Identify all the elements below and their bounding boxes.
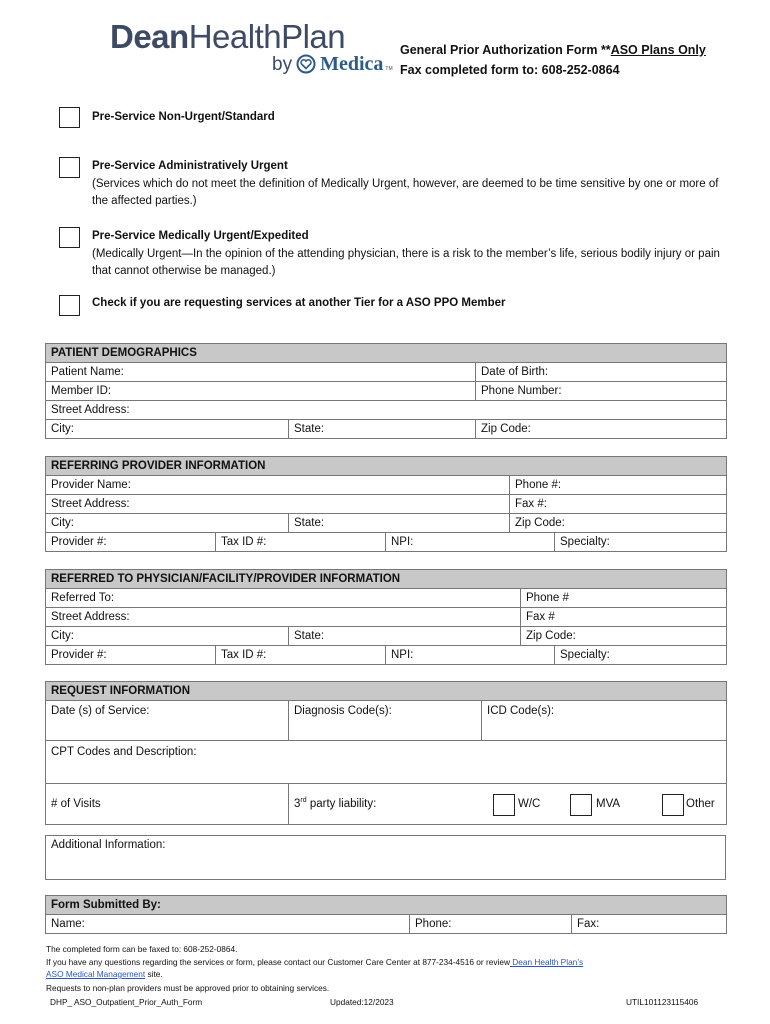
- referred-city-field[interactable]: City:: [46, 627, 289, 646]
- medical-urgent-label: Pre-Service Medically Urgent/Expedited: [92, 230, 309, 242]
- medica-heart-icon: [296, 54, 316, 74]
- patient-demographics-table: [45, 343, 727, 439]
- standard-checkbox[interactable]: [59, 107, 80, 128]
- form-title: [400, 43, 706, 57]
- admin-urgent-checkbox[interactable]: [59, 157, 80, 178]
- other-checkbox[interactable]: [662, 794, 684, 816]
- diagnosis-codes-field[interactable]: Diagnosis Code(s):: [289, 701, 482, 741]
- dates-of-service-field[interactable]: Date (s) of Service:: [46, 701, 289, 741]
- patient-zip-field[interactable]: Zip Code:: [476, 420, 727, 439]
- footer-code: UTIL101123115406: [626, 997, 699, 1007]
- referred-heading: REFERRED TO PHYSICIAN/FACILITY/PROVIDER INFORMATION: [46, 570, 727, 589]
- medical-urgent-checkbox[interactable]: [59, 227, 80, 248]
- admin-urgent-desc: (Services which do not meet the definition of Medically Urgent, however, are deemed to be time sensitive by one or more of the affected parties.): [92, 178, 719, 207]
- referred-state-field[interactable]: State:: [289, 627, 521, 646]
- dean-health-plan-link[interactable]: Dean Health Plan’s: [509, 957, 584, 967]
- tier-label: Check if you are requesting services at another Tier for a ASO PPO Member: [92, 297, 506, 309]
- footer-non-plan-note: Requests to non-plan providers must be approved prior to obtaining services.: [46, 983, 330, 993]
- referring-heading: REFERRING PROVIDER INFORMATION: [46, 457, 727, 476]
- referred-npi-field[interactable]: NPI:: [386, 646, 555, 665]
- other-label: Other: [686, 798, 715, 810]
- liability-label: 3rd party liability:: [294, 797, 377, 811]
- referring-provider-name-field[interactable]: Provider Name:: [46, 476, 510, 495]
- referring-state-field[interactable]: State:: [289, 514, 510, 533]
- logo-dean: Dean: [110, 18, 189, 55]
- submitted-by-table: [45, 895, 727, 934]
- referred-phone-field[interactable]: Phone #: [521, 589, 727, 608]
- patient-street-field[interactable]: Street Address:: [46, 401, 727, 420]
- submitted-name-field[interactable]: Name:: [46, 915, 410, 934]
- referring-street-field[interactable]: Street Address:: [46, 495, 510, 514]
- visits-field[interactable]: # of Visits: [46, 784, 289, 825]
- request-heading: REQUEST INFORMATION: [46, 682, 727, 701]
- member-id-field[interactable]: Member ID:: [46, 382, 476, 401]
- footer-aso-line: ASO Medical Management site.: [46, 969, 163, 979]
- admin-urgent-label: Pre-Service Administratively Urgent: [92, 160, 288, 172]
- referring-specialty-field[interactable]: Specialty:: [555, 533, 727, 552]
- referred-zip-field[interactable]: Zip Code:: [521, 627, 727, 646]
- referring-city-field[interactable]: City:: [46, 514, 289, 533]
- referring-tax-id-field[interactable]: Tax ID #:: [216, 533, 386, 552]
- footer-form-id: DHP_ ASO_Outpatient_Prior_Auth_Form: [50, 997, 203, 1007]
- referring-phone-field[interactable]: Phone #:: [510, 476, 727, 495]
- dean-health-plan-logo: [110, 20, 345, 53]
- footer-contact-note: If you have any questions regarding the services or form, please contact our Customer Care Center at 877-234-4516 or review Dean Health Plan’s: [46, 957, 584, 967]
- request-information-table: [45, 681, 727, 825]
- submitted-phone-field[interactable]: Phone:: [410, 915, 572, 934]
- icd-codes-field[interactable]: ICD Code(s):: [482, 701, 727, 741]
- referred-fax-field[interactable]: Fax #: [521, 608, 727, 627]
- referred-specialty-field[interactable]: Specialty:: [555, 646, 727, 665]
- referred-street-field[interactable]: Street Address:: [46, 608, 521, 627]
- referring-zip-field[interactable]: Zip Code:: [510, 514, 727, 533]
- patient-heading: PATIENT DEMOGRAPHICS: [46, 344, 727, 363]
- patient-city-field[interactable]: City:: [46, 420, 289, 439]
- aso-medical-management-link[interactable]: ASO Medical Management: [46, 969, 146, 979]
- referring-provider-table: [45, 456, 727, 552]
- logo-by: by: [272, 53, 293, 75]
- referred-to-table: [45, 569, 727, 665]
- patient-name-field[interactable]: Patient Name:: [46, 363, 476, 382]
- tier-checkbox[interactable]: [59, 295, 80, 316]
- form-title-prefix: General Prior Authorization Form **: [400, 43, 611, 57]
- form-title-aso: ASO Plans Only: [610, 43, 706, 57]
- referring-provider-num-field[interactable]: Provider #:: [46, 533, 216, 552]
- additional-information-table: [45, 835, 726, 880]
- wc-label: W/C: [518, 798, 541, 810]
- logo-tm: TM: [385, 65, 393, 72]
- footer-fax-note: The completed form can be faxed to: 608-252-0864.: [46, 944, 238, 954]
- mva-label: MVA: [596, 798, 621, 810]
- patient-state-field[interactable]: State:: [289, 420, 476, 439]
- referred-tax-id-field[interactable]: Tax ID #:: [216, 646, 386, 665]
- additional-information-field[interactable]: Additional Information:: [46, 836, 726, 880]
- referring-fax-field[interactable]: Fax #:: [510, 495, 727, 514]
- logo-health-plan: HealthPlan: [188, 18, 346, 55]
- patient-phone-field[interactable]: Phone Number:: [476, 382, 727, 401]
- medica-logo: [272, 54, 393, 74]
- cpt-codes-field[interactable]: CPT Codes and Description:: [46, 741, 727, 784]
- referred-to-field[interactable]: Referred To:: [46, 589, 521, 608]
- standard-label: Pre-Service Non-Urgent/Standard: [92, 111, 275, 123]
- dob-field[interactable]: Date of Birth:: [476, 363, 727, 382]
- mva-checkbox[interactable]: [570, 794, 592, 816]
- referring-npi-field[interactable]: NPI:: [386, 533, 555, 552]
- logo-medica: Medica: [320, 53, 384, 75]
- medical-urgent-desc: (Medically Urgent—In the opinion of the attending physician, there is a risk to the member’s life, serious bodily injury or pain that cannot otherwise be managed.): [92, 248, 720, 277]
- liability-cell: [289, 784, 727, 825]
- fax-line: Fax completed form to: 608-252-0864: [400, 63, 620, 77]
- wc-checkbox[interactable]: [493, 794, 515, 816]
- footer-updated: Updated:12/2023: [330, 997, 394, 1007]
- submitted-heading: Form Submitted By:: [46, 896, 727, 915]
- referred-provider-num-field[interactable]: Provider #:: [46, 646, 216, 665]
- submitted-fax-field[interactable]: Fax:: [572, 915, 727, 934]
